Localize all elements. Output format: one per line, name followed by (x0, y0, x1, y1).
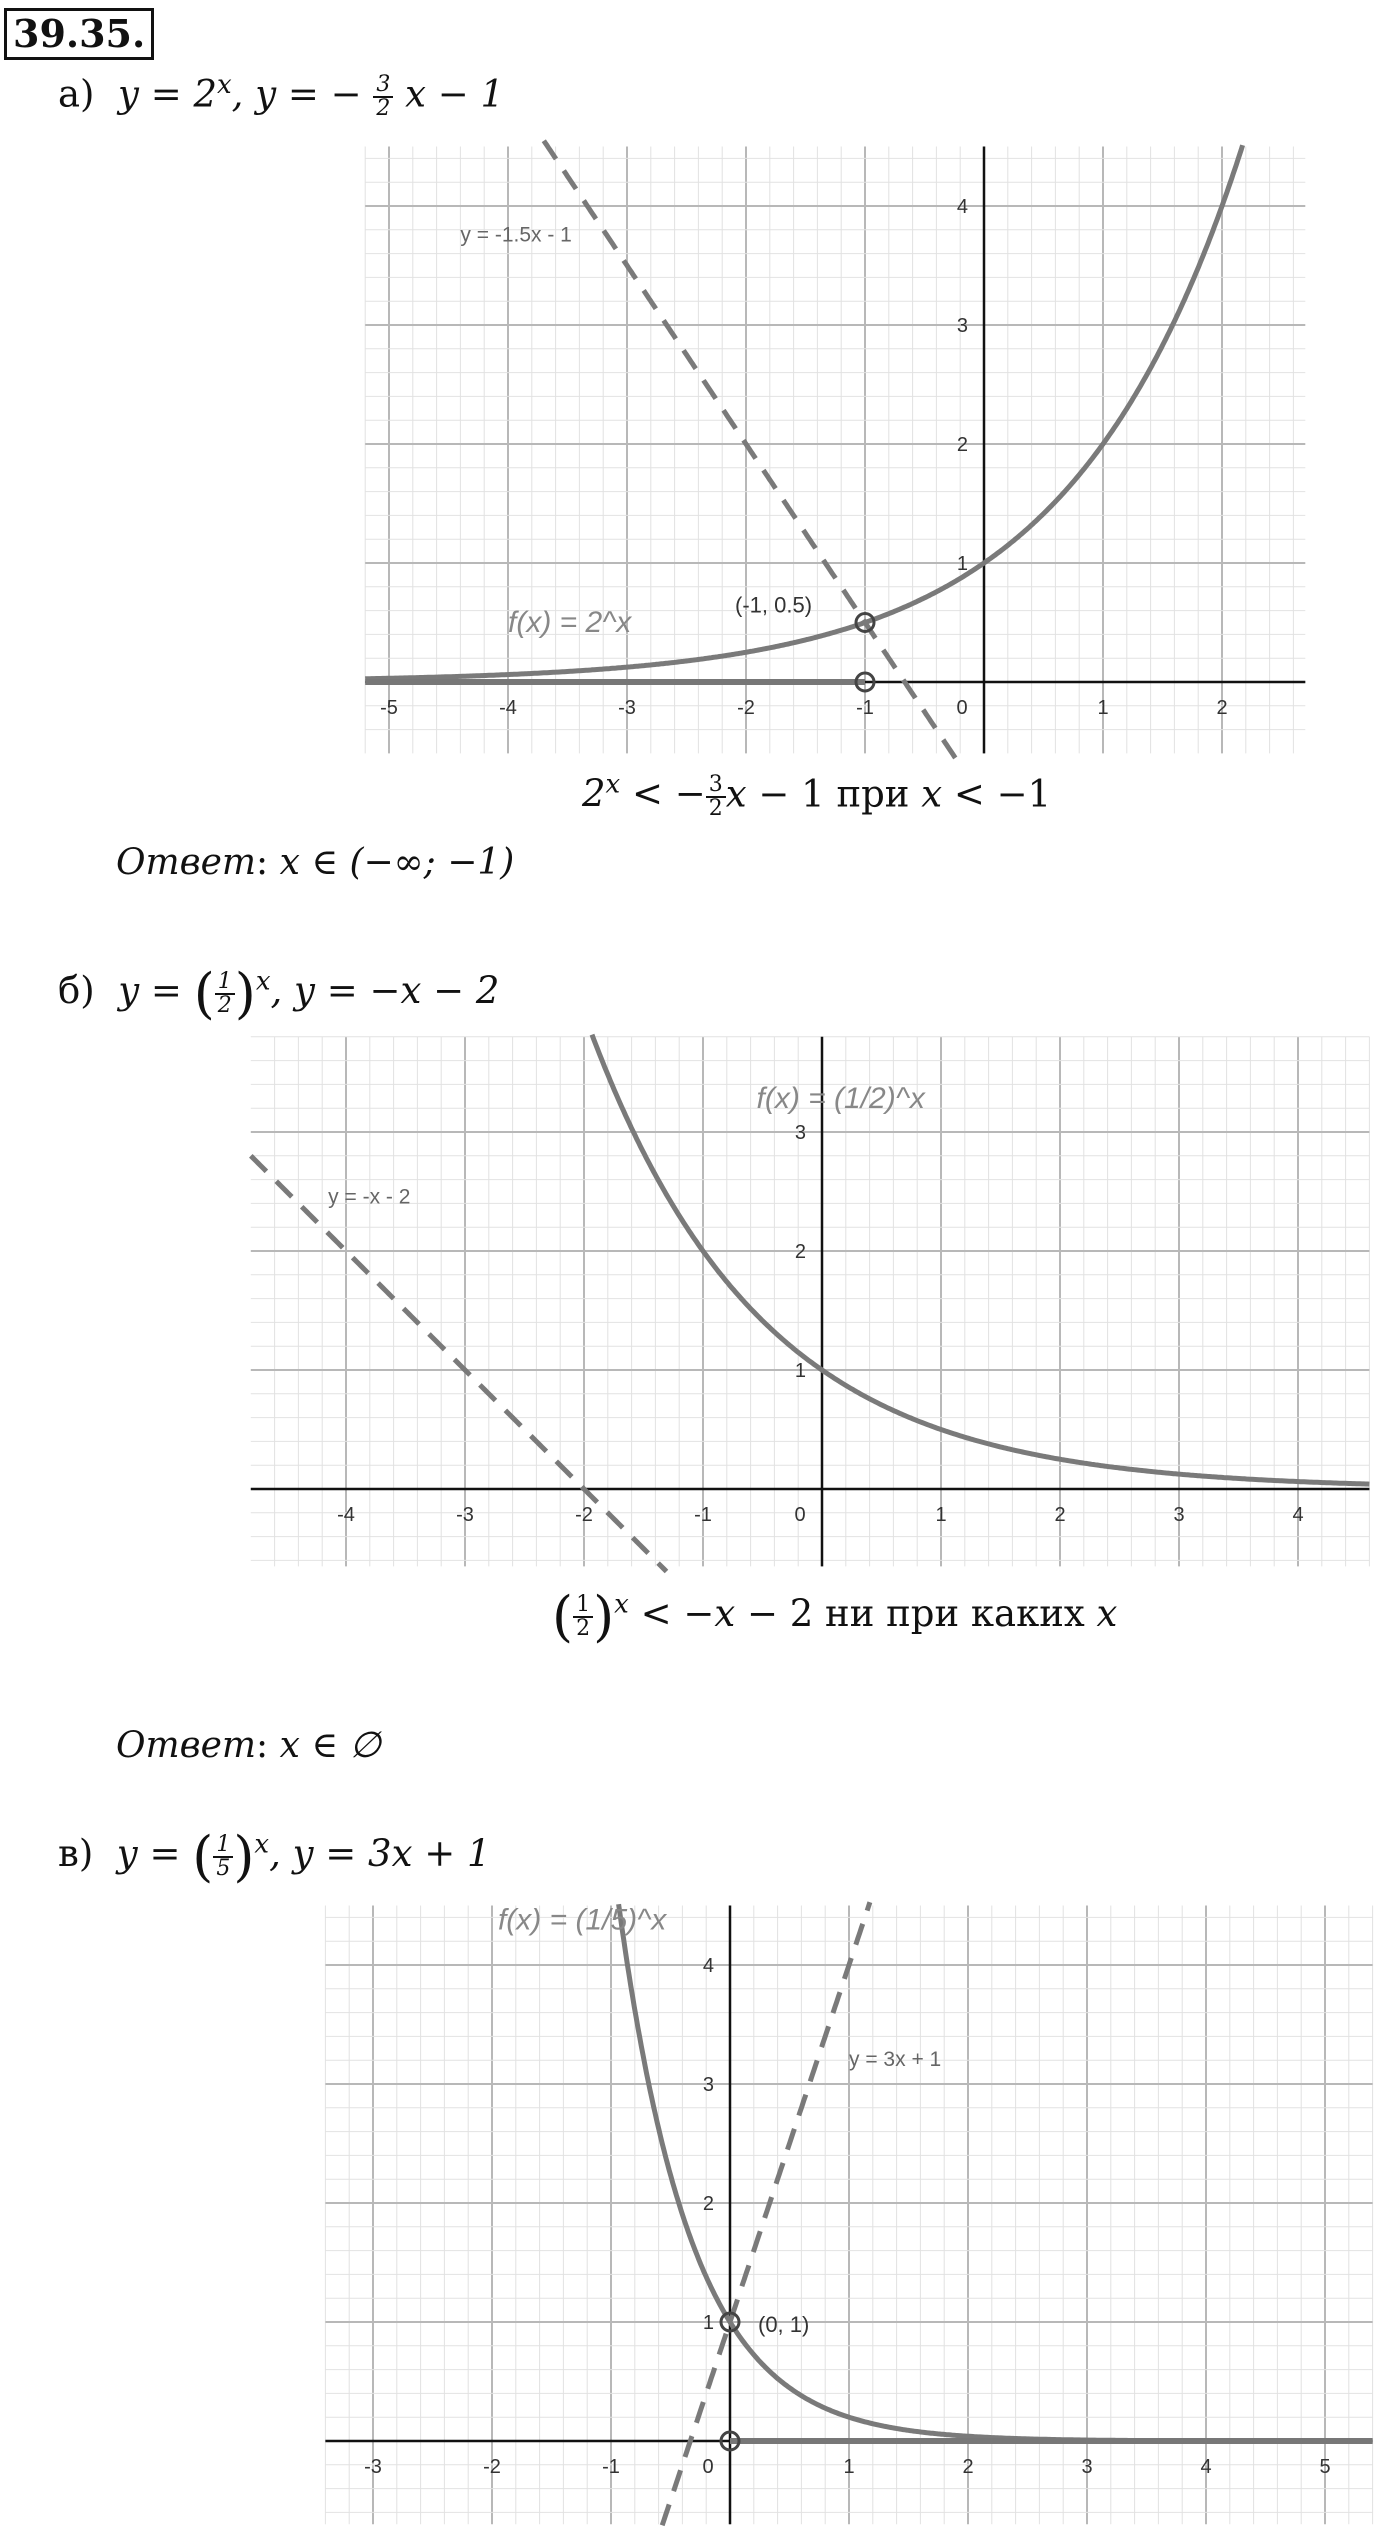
x-tick-label: -4 (499, 697, 517, 719)
line-series (662, 1902, 870, 2525)
line-label: y = -x - 2 (328, 1185, 411, 1209)
x-tick-label: 3 (1173, 1504, 1185, 1526)
point-label: (-1, 0.5) (735, 592, 813, 618)
x-tick-label: 3 (1081, 2456, 1093, 2478)
line-series (544, 141, 956, 759)
y-tick-label: 2 (702, 2193, 714, 2215)
part-a-label: а) (58, 72, 95, 116)
part-a-answer: Ответ: x ∈ (−∞; −1) (116, 842, 515, 883)
x-tick-label: 0 (702, 2456, 714, 2478)
x-tick-label: 0 (956, 697, 968, 719)
problem-number: 39.35. (4, 8, 154, 60)
graph-part-b (278, 1035, 1400, 1565)
x-tick-label: 4 (1200, 2456, 1212, 2478)
exp-curve (592, 1035, 1369, 1485)
x-tick-label: -4 (337, 1504, 355, 1526)
point-label: (0, 1) (758, 2312, 810, 2337)
x-tick-label: 2 (1054, 1504, 1066, 1526)
function-label: f(x) = (1/5)^x (497, 1903, 667, 1937)
y-tick-label: 4 (956, 196, 968, 218)
y-tick-label: 3 (794, 1122, 806, 1144)
x-tick-label: -2 (737, 697, 755, 719)
x-tick-label: 1 (843, 2456, 855, 2478)
x-tick-label: -3 (364, 2456, 382, 2478)
y-tick-label: 1 (956, 553, 968, 575)
x-tick-label: -1 (856, 697, 874, 719)
x-tick-label: -3 (618, 697, 636, 719)
x-tick-label: -1 (694, 1504, 712, 1526)
line-label: y = 3x + 1 (849, 2048, 942, 2072)
x-tick-label: 2 (1216, 697, 1228, 719)
x-tick-label: -2 (483, 2456, 501, 2478)
line-label: y = -1.5x - 1 (460, 223, 572, 247)
part-a-caption: $2^x$ < − $\frac{3}{2}$ x − 1 при x < −1 (582, 770, 1052, 821)
y-tick-label: 1 (794, 1360, 806, 1382)
part-b-answer: Ответ: x ∈ ∅ (116, 1725, 381, 1766)
x-tick-label: 5 (1319, 2456, 1331, 2478)
y-tick-label: 3 (702, 2074, 714, 2096)
x-tick-label: -3 (456, 1504, 474, 1526)
x-tick-label: -2 (575, 1504, 593, 1526)
graph-part-a (368, 130, 1308, 750)
function-label: f(x) = (1/2)^x (756, 1082, 925, 1116)
part-b-caption: ( $\frac{1}{2}$ )$^x$ < −x − 2 ни при каких x (552, 1585, 1118, 1648)
exp-curve (619, 1904, 1373, 2441)
x-tick-label: -1 (602, 2456, 620, 2478)
part-c-equation: в) y = ( $\frac{1}{5}$ )$^x$, y = 3x + 1 (58, 1825, 491, 1888)
part-b-label: б) (58, 969, 95, 1012)
x-tick-label: 2 (962, 2456, 974, 2478)
x-tick-label: -5 (380, 697, 398, 719)
x-tick-label: 1 (1097, 697, 1109, 719)
y-tick-label: 3 (956, 315, 968, 337)
x-tick-label: 0 (794, 1504, 806, 1526)
y-tick-label: 4 (702, 1955, 714, 1977)
function-label: f(x) = 2^x (508, 606, 632, 640)
y-tick-label: 1 (702, 2312, 714, 2334)
x-tick-label: 4 (1292, 1504, 1304, 1526)
y-tick-label: 2 (956, 434, 968, 456)
y-tick-label: 2 (794, 1241, 806, 1263)
part-b-equation: б) y = ( $\frac{1}{2}$ )$^x$, y = −x − 2 (58, 962, 500, 1025)
part-a-equation: а) $y = 2^x$, y = − $\frac{3}{2}$ x − 1 (58, 70, 505, 121)
x-tick-label: 1 (935, 1504, 947, 1526)
graph-part-c (312, 1890, 1372, 2535)
part-c-label: в) (58, 1832, 94, 1875)
